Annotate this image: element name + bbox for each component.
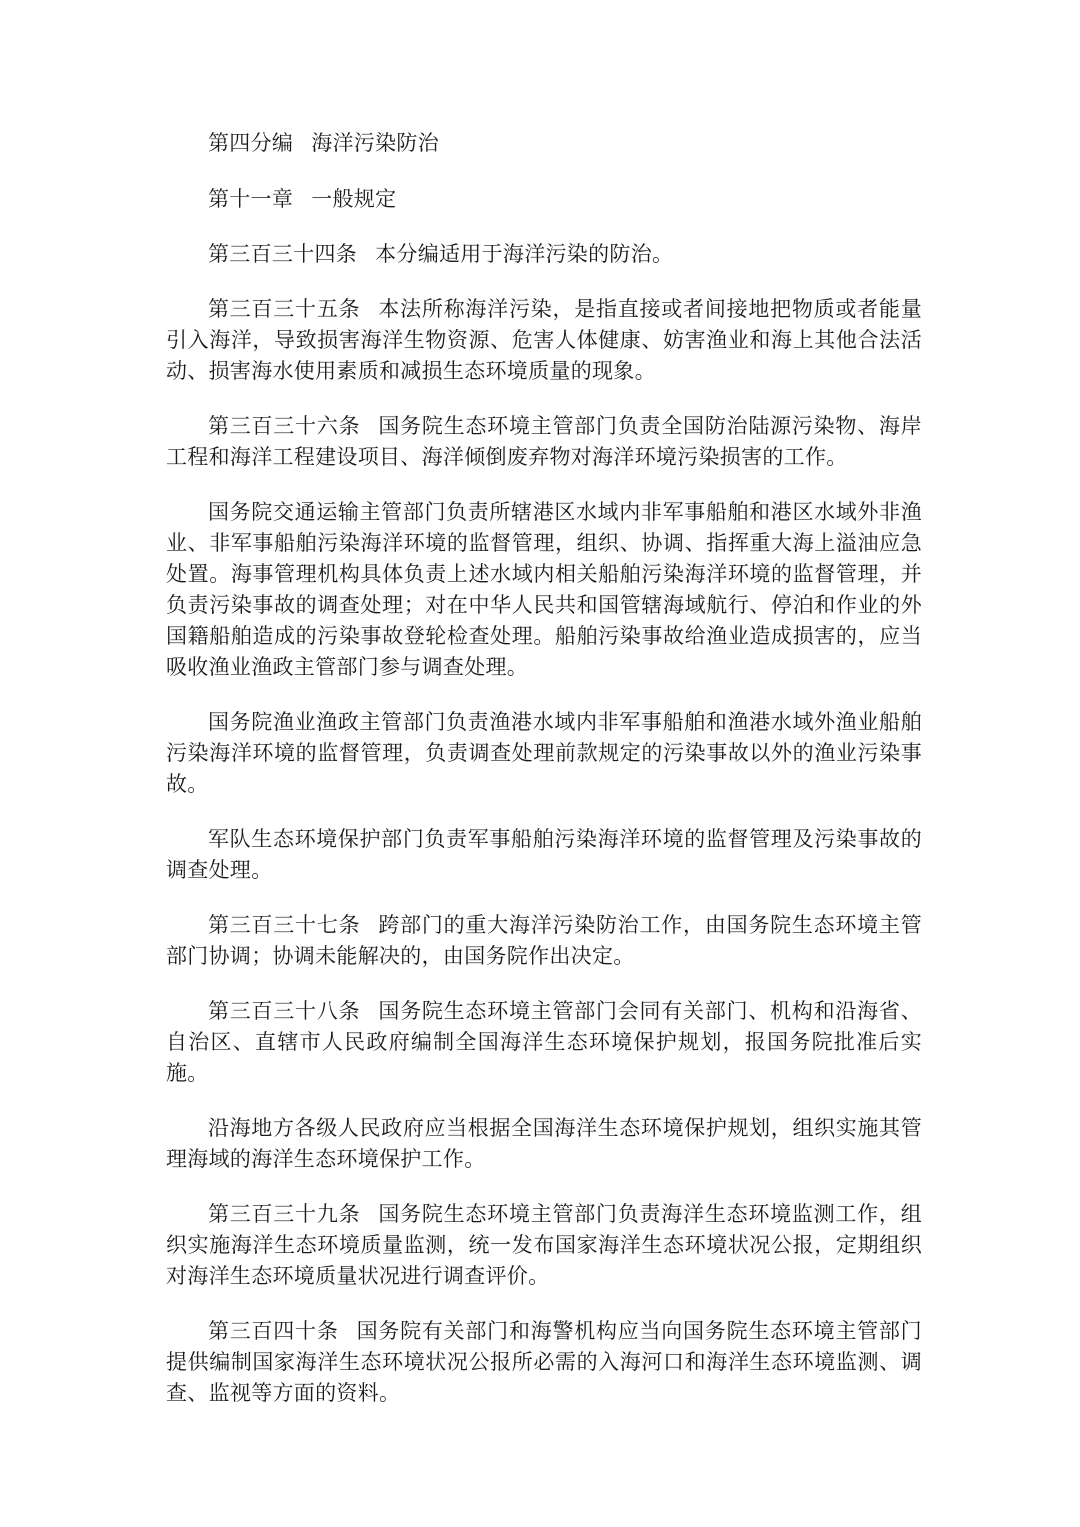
article-text: 沿海地方各级人民政府应当根据全国海洋生态环境保护规划，组织实施其管理海域的海洋生态环境保护工作。: [166, 1116, 922, 1171]
article-number: 第三百四十条: [208, 1319, 339, 1343]
article-text: 跨部门的重大海洋污染防治工作，由国务院生态环境主管部门协调；协调未能解决的，由国务院作出决定。: [166, 913, 922, 968]
article-text: 军队生态环境保护部门负责军事船舶污染海洋环境的监督管理及污染事故的调查处理。: [166, 827, 922, 882]
chapter-heading: [166, 184, 922, 215]
part-heading-title: 海洋污染防治: [311, 131, 440, 155]
article-paragraph: [166, 910, 922, 972]
part-heading-label: 第四分编: [208, 131, 294, 155]
article-paragraph: [166, 411, 922, 473]
part-heading: [166, 128, 922, 159]
article-paragraph: [166, 1199, 922, 1292]
document-body: [166, 128, 922, 1409]
article-paragraph: [166, 239, 922, 270]
article-text: 国务院生态环境主管部门会同有关部门、机构和沿海省、自治区、直辖市人民政府编制全国海洋生态环境保护规划，报国务院批准后实施。: [166, 999, 922, 1085]
article-text: 国务院渔业渔政主管部门负责渔港水域内非军事船舶和渔港水域外渔业船舶污染海洋环境的监督管理，负责调查处理前款规定的污染事故以外的渔业污染事故。: [166, 710, 922, 796]
article-paragraph: [166, 1113, 922, 1175]
article-text: 国务院有关部门和海警机构应当向国务院生态环境主管部门提供编制国家海洋生态环境状况公报所必需的入海河口和海洋生态环境监测、调查、监视等方面的资料。: [166, 1319, 922, 1405]
article-text: 国务院交通运输主管部门负责所辖港区水域内非军事船舶和港区水域外非渔业、非军事船舶污染海洋环境的监督管理，组织、协调、指挥重大海上溢油应急处置。海事管理机构具体负责上述水域内相关船舶污染海洋环境的监督管理，并负责污染事故的调查处理；对在中华人民共和国管辖海域航行、停泊和作业的外国籍船舶造成的污染事故登轮检查处理。船舶污染事故给渔业造成损害的，应当吸收渔业渔政主管部门参与调查处理。: [166, 500, 922, 679]
article-number: 第三百三十四条: [208, 242, 358, 266]
article-paragraph: [166, 1316, 922, 1409]
article-paragraph: [166, 294, 922, 387]
article-paragraph: [166, 996, 922, 1089]
article-text: 国务院生态环境主管部门负责全国防治陆源污染物、海岸工程和海洋工程建设项目、海洋倾倒废弃物对海洋环境污染损害的工作。: [166, 414, 922, 469]
article-text: 国务院生态环境主管部门负责海洋生态环境监测工作，组织实施海洋生态环境质量监测，统一发布国家海洋生态环境状况公报，定期组织对海洋生态环境质量状况进行调查评价。: [166, 1202, 922, 1288]
article-number: 第三百三十九条: [208, 1202, 361, 1226]
article-text: 本法所称海洋污染，是指直接或者间接地把物质或者能量引入海洋，导致损害海洋生物资源、危害人体健康、妨害渔业和海上其他合法活动、损害海水使用素质和减损生态环境质量的现象。: [166, 297, 922, 383]
article-number: 第三百三十七条: [208, 913, 361, 937]
chapter-heading-title: 一般规定: [311, 187, 397, 211]
article-paragraph: [166, 497, 922, 683]
chapter-heading-label: 第十一章: [208, 187, 294, 211]
article-paragraph: [166, 824, 922, 886]
article-number: 第三百三十五条: [208, 297, 361, 321]
article-number: 第三百三十六条: [208, 414, 361, 438]
article-paragraph: [166, 707, 922, 800]
article-number: 第三百三十八条: [208, 999, 361, 1023]
article-text: 本分编适用于海洋污染的防治。: [375, 242, 674, 266]
